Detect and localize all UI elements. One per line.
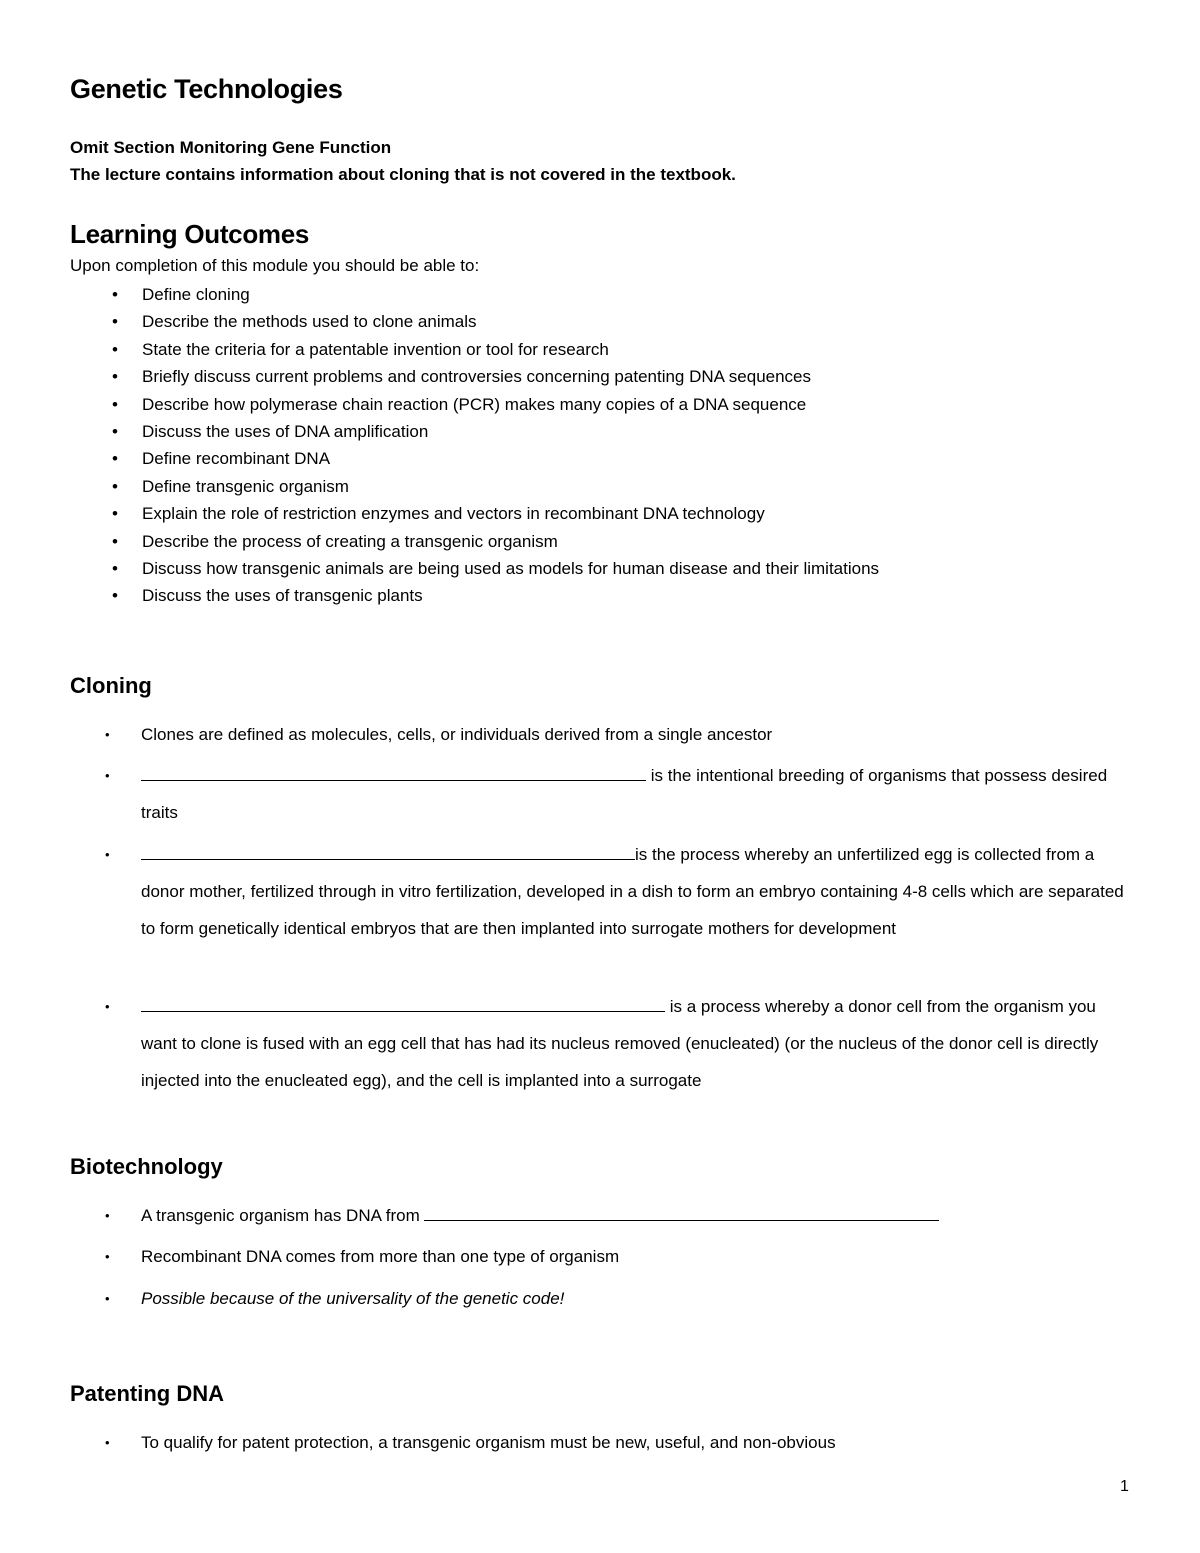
list-item: • Briefly discuss current problems and controversies concerning patenting DNA sequences [112, 363, 879, 390]
cloning-item-embryo-splitting: is the process whereby an unfertilized egg is collected from a donor mother, fertilized through in vitro fertilization, developed in a dish to form an embryo containing 4-8 cells which are separated to form genetically identical embryos that are then implanted into surrogate mothers for development [141, 836, 1126, 947]
fill-in-blank[interactable] [141, 758, 646, 781]
bullet-icon: • [105, 1435, 110, 1450]
bullet-icon: • [105, 727, 110, 742]
bullet-icon: • [105, 847, 110, 862]
bullet-icon: • [105, 1249, 110, 1264]
fill-in-blank[interactable] [424, 1198, 939, 1221]
cloning-item-selective-breeding: is the intentional breeding of organisms that possess desired traits [141, 757, 1126, 831]
list-item: • Discuss the uses of transgenic plants [112, 582, 879, 609]
page-number: 1 [1120, 1478, 1129, 1495]
cloning-item-nuclear-transfer: is a process whereby a donor cell from the organism you want to clone is fused with an egg cell that has had its nucleus removed (enucleated) (or the nucleus of the donor cell is directly injected into the enucleated egg), and the cell is implanted into a surrogate [141, 988, 1126, 1099]
list-item: • Describe the methods used to clone animals [112, 308, 879, 335]
biotechnology-heading: Biotechnology [70, 1154, 223, 1179]
omit-note: Omit Section Monitoring Gene Function [70, 138, 392, 157]
bullet-icon: • [105, 1291, 110, 1306]
learning-outcomes-heading: Learning Outcomes [70, 219, 310, 249]
learning-outcomes-intro: Upon completion of this module you should be able to: [70, 256, 480, 275]
list-item: • Define recombinant DNA [112, 445, 879, 472]
list-item: • Define transgenic organism [112, 473, 879, 500]
bullet-icon: • [105, 768, 110, 783]
list-item: • State the criteria for a patentable invention or tool for research [112, 336, 879, 363]
document-title: Genetic Technologies [70, 74, 343, 104]
biotech-item-recombinant: Recombinant DNA comes from more than one type of organism [141, 1247, 620, 1266]
list-item: • Explain the role of restriction enzymes and vectors in recombinant DNA technology [112, 500, 879, 527]
biotech-item-universality: Possible because of the universality of the genetic code! [141, 1289, 565, 1308]
cloning-heading: Cloning [70, 673, 152, 698]
list-item: • Discuss the uses of DNA amplification [112, 418, 879, 445]
list-item: • Discuss how transgenic animals are being used as models for human disease and their limitations [112, 555, 879, 582]
bullet-icon: • [105, 999, 110, 1014]
list-item: • Define cloning [112, 281, 879, 308]
lecture-note: The lecture contains information about cloning that is not covered in the textbook. [70, 165, 736, 184]
learning-outcomes-list [112, 281, 879, 610]
biotech-item-transgenic: A transgenic organism has DNA from [141, 1197, 1126, 1234]
list-item: • Describe the process of creating a transgenic organism [112, 528, 879, 555]
fill-in-blank[interactable] [141, 837, 635, 860]
fill-in-blank[interactable] [141, 989, 665, 1012]
cloning-item-definition: Clones are defined as molecules, cells, or individuals derived from a single ancestor [141, 725, 773, 744]
list-item: • Describe how polymerase chain reaction (PCR) makes many copies of a DNA sequence [112, 391, 879, 418]
bullet-icon: • [105, 1208, 110, 1223]
patenting-item-criteria: To qualify for patent protection, a transgenic organism must be new, useful, and non-obvious [141, 1433, 836, 1452]
patenting-heading: Patenting DNA [70, 1381, 224, 1406]
